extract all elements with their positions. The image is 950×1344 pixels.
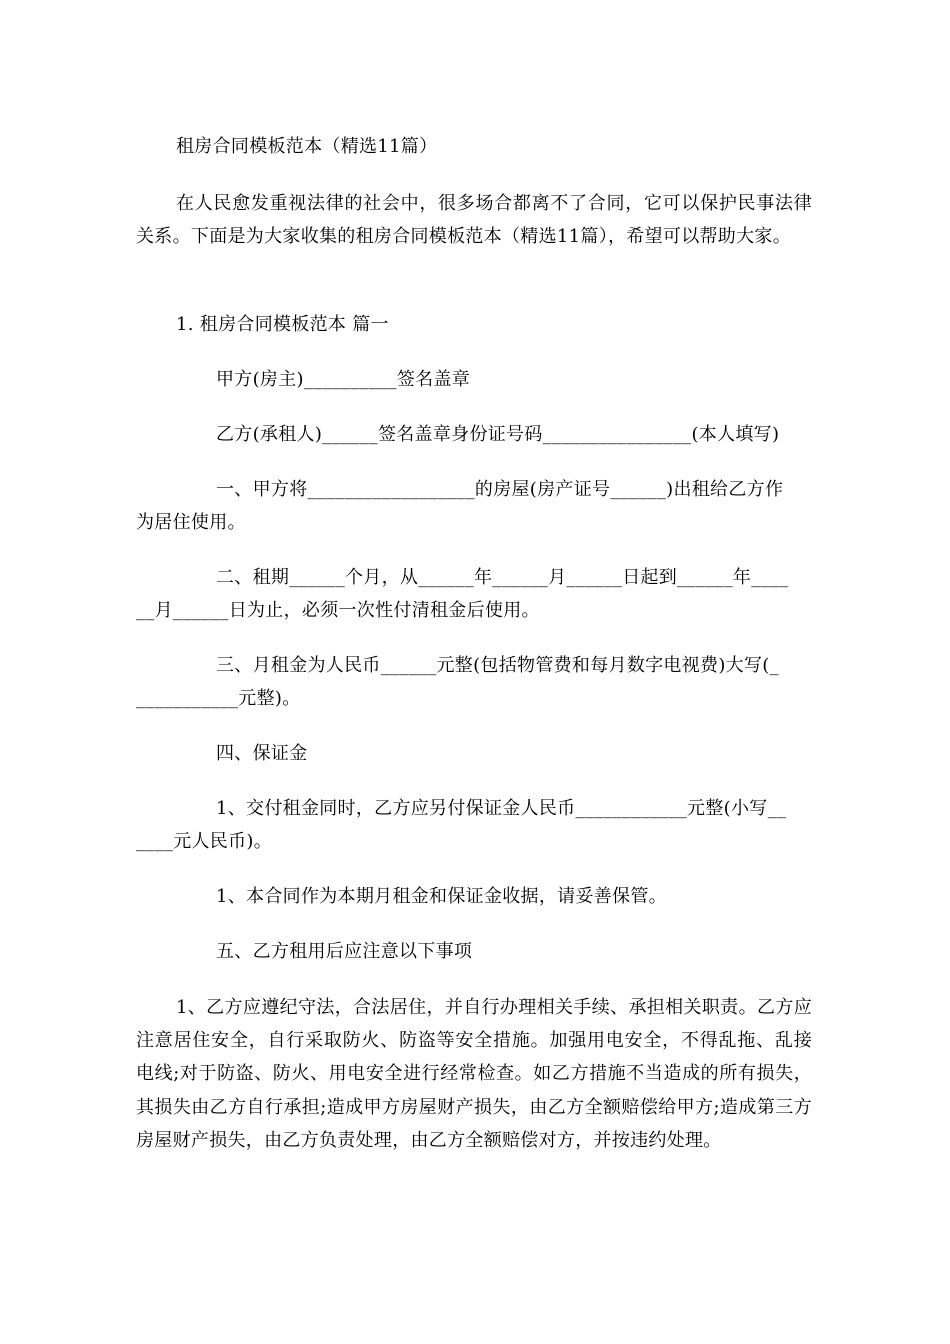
clause-3-line-2: ___________元整)。 [136, 688, 301, 709]
section-heading-1: 1. 租房合同模板范本 篇一 [176, 314, 389, 335]
intro-paragraph: 在人民愈发重视法律的社会中，很多场合都离不了合同，它可以保护民事法律关系。下面是为大家收集的租房合同模板范本（精选11篇），希望可以帮助大家。 [136, 193, 812, 248]
clause-1-line-1: 一、甲方将__________________的房屋(房产证号______)出租给乙方作 [216, 479, 784, 500]
clause-2-line-2: __月______日为止，必须一次性付清租金后使用。 [136, 600, 540, 621]
document-title: 租房合同模板范本（精选11篇） [176, 136, 438, 157]
clause-3-line-1: 三、月租金为人民币______元整(包括物管费和每月数字电视费)大写(_ [216, 655, 779, 676]
clause-4-1-line-1: 1、交付租金同时，乙方应另付保证金人民币____________元整(小写__ [216, 798, 787, 819]
party-a-line: 甲方(房主)__________签名盖章 [216, 369, 471, 390]
clause-1-line-2: 为居住使用。 [136, 512, 246, 533]
clause-4-heading: 四、保证金 [216, 743, 308, 764]
party-b-line: 乙方(承租人)______签名盖章身份证号码________________(本人填写) [216, 424, 780, 445]
clause-4-1-line-2: ____元人民币)。 [136, 831, 273, 852]
clause-2-line-1: 二、租期______个月，从______年______月______日起到______年____ [216, 567, 789, 588]
clause-5-1-paragraph: 1、乙方应遵纪守法，合法居住，并自行办理相关手续、承担相关职责。乙方应注意居住安全，自行采取防火、防盗等安全措施。加强用电安全，不得乱拖、乱接电线;对于防盗、防火、用电安全进行经常检查。如乙方措施不当造成的所有损失，其损失由乙方自行承担;造成甲方房屋财产损失，由乙方全额赔偿给甲方;造成第三方房屋财产损失，由乙方负责处理，由乙方全额赔偿对方，并按违约处理。 [136, 997, 812, 1151]
clause-5-heading: 五、乙方租用后应注意以下事项 [216, 941, 473, 962]
clause-4-2: 1、本合同作为本期月租金和保证金收据，请妥善保管。 [216, 886, 667, 907]
